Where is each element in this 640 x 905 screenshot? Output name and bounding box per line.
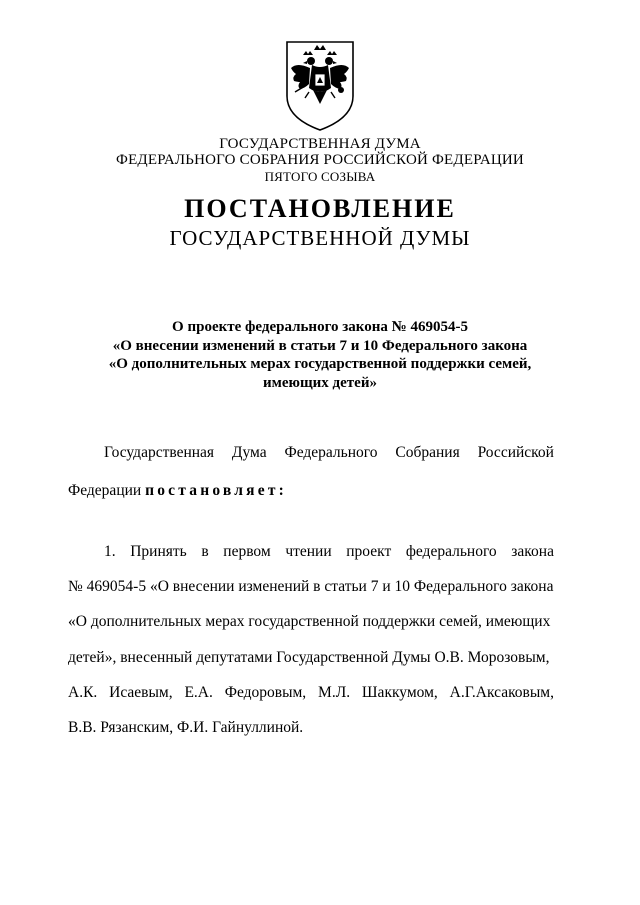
item-word: чтении xyxy=(285,543,332,560)
preamble-word: Собрания xyxy=(395,444,460,461)
item-word: в xyxy=(201,543,209,560)
item-word: проект xyxy=(346,543,392,560)
preamble-line1 xyxy=(104,444,554,462)
preamble-word: Государственная xyxy=(104,444,215,461)
title-line: «О внесении изменений в статьи 7 и 10 Федерального закона xyxy=(112,337,528,354)
item1-line5 xyxy=(68,684,554,702)
item-word: А.К. xyxy=(68,684,98,701)
preamble-subject: Федерации xyxy=(68,482,142,499)
item1-line4: детей», внесенный депутатами Государственной Думы О.В. Морозовым, xyxy=(68,649,550,666)
document-type-heading: ПОСТАНОВЛЕНИЕ xyxy=(184,194,456,223)
item1-line1 xyxy=(104,543,554,561)
title-line: имеющих детей» xyxy=(263,374,377,391)
preamble-resolves: постановляет: xyxy=(145,482,287,499)
org-convocation: ПЯТОГО СОЗЫВА xyxy=(264,169,376,184)
item1-line2: № 469054-5 «О внесении изменений в статьи 7 и 10 Федерального закона xyxy=(68,578,554,595)
item-word: Шаккумом, xyxy=(361,684,438,701)
org-name-line1: ГОСУДАРСТВЕННАЯ ДУМА xyxy=(219,136,421,152)
item-word: Принять xyxy=(130,543,187,560)
item-word: Федоровым, xyxy=(224,684,307,701)
preamble-word: Российской xyxy=(477,444,554,461)
preamble-word: Федерального xyxy=(284,444,378,461)
item1-line3: «О дополнительных мерах государственной поддержки семей, имеющих xyxy=(68,613,551,630)
item-word: первом xyxy=(223,543,271,560)
item-word: федерального xyxy=(405,543,497,560)
document-title xyxy=(0,318,640,392)
item-word: 1. xyxy=(104,543,116,560)
russian-coat-of-arms-icon xyxy=(279,38,361,132)
title-line: «О дополнительных мерах государственной поддержки семей, xyxy=(108,356,532,372)
preamble-line2 xyxy=(68,482,554,500)
item-word: М.Л. xyxy=(318,684,351,701)
document-issuer-heading: ГОСУДАРСТВЕННОЙ ДУМЫ xyxy=(169,226,471,250)
item-word: Исаевым, xyxy=(109,684,173,701)
item-word: А.Г.Аксаковым, xyxy=(449,684,554,701)
item-word: Е.А. xyxy=(184,684,213,701)
item1-line6: В.В. Рязанским, Ф.И. Гайнуллиной. xyxy=(68,719,304,736)
title-line: О проекте федерального закона № 469054-5 xyxy=(172,319,468,335)
org-name-line2: ФЕДЕРАЛЬНОГО СОБРАНИЯ РОССИЙСКОЙ ФЕДЕРАЦИИ xyxy=(116,152,524,168)
preamble-word: Дума xyxy=(231,444,267,461)
item-word: закона xyxy=(511,543,554,560)
